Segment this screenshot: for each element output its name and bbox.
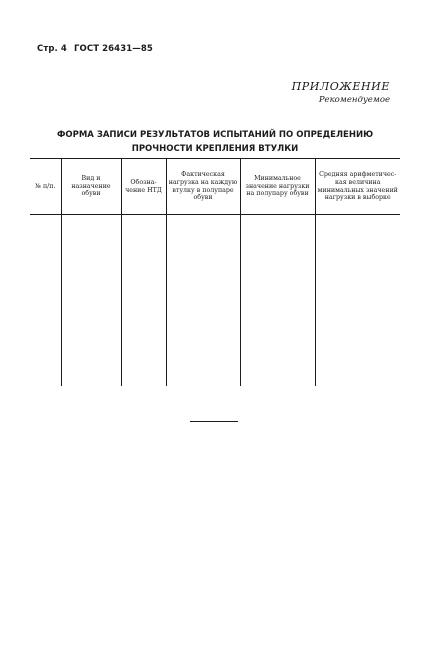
appendix-block xyxy=(292,80,390,105)
standard-code: ГОСТ 26431—85 xyxy=(74,44,153,54)
results-table xyxy=(30,158,400,386)
appendix-label: ПРИЛОЖЕНИЕ xyxy=(291,80,390,93)
table-cell xyxy=(30,215,61,387)
form-title-line-2: ПРОЧНОСТИ КРЕПЛЕНИЯ ВТУЛКИ xyxy=(131,144,299,154)
table-row xyxy=(30,215,400,387)
table-cell xyxy=(166,215,240,387)
appendix-status: Рекомендуемое xyxy=(318,95,390,105)
form-title xyxy=(30,128,400,156)
table-cell xyxy=(61,215,121,387)
table-cell xyxy=(121,215,166,387)
column-header: Минимальное значение нагрузки на полупару обуви xyxy=(240,159,315,215)
table-cell xyxy=(315,215,400,387)
table-cell xyxy=(240,215,315,387)
column-header: Фактическая нагрузка на каждую втулку в полупаре обуви xyxy=(166,159,240,215)
end-rule xyxy=(190,421,238,422)
column-header: Обозна-чение НТД xyxy=(121,159,166,215)
page-number: Стр. 4 xyxy=(37,44,67,54)
table-header-row xyxy=(30,159,400,215)
column-header: Средняя арифметичес-кая величина минимальных значений нагрузки в выборке xyxy=(315,159,400,215)
column-header: Вид и назначение обуви xyxy=(61,159,121,215)
form-title-line-1: ФОРМА ЗАПИСИ РЕЗУЛЬТАТОВ ИСПЫТАНИЙ ПО ОПРЕДЕЛЕНИЮ xyxy=(56,130,374,140)
column-header: № п/п. xyxy=(30,159,61,215)
page-header xyxy=(37,44,157,54)
